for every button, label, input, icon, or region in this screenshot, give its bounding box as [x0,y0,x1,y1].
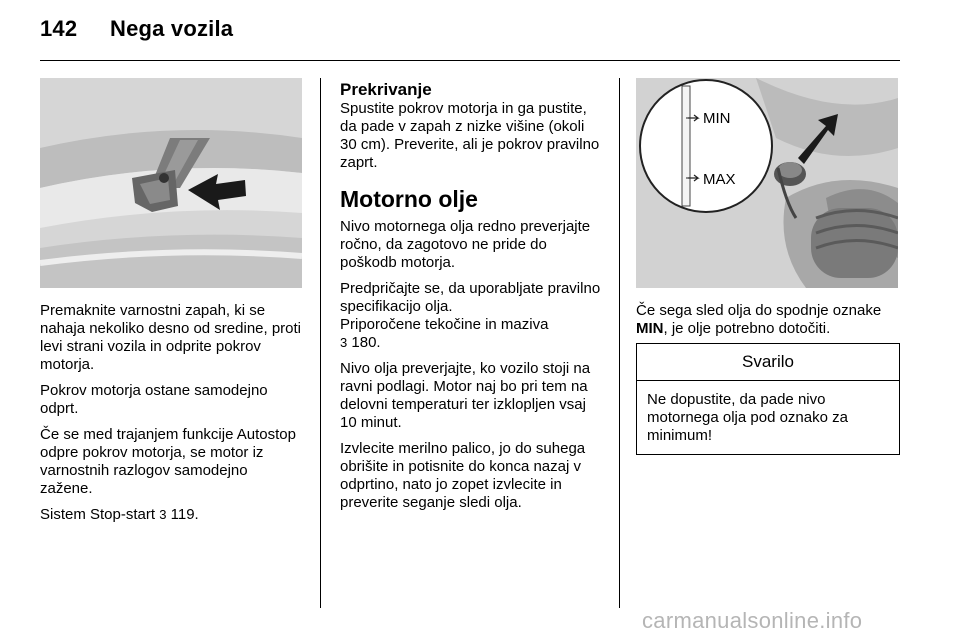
page-ref-icon: 3 [159,507,167,522]
warning-body: Ne dopustite, da pade nivo motornega olja pod oznako za minimum! [647,391,848,444]
page-ref-link[interactable]: 180. [351,334,381,351]
link-prefix: Sistem Stop-start [40,506,156,523]
page-title: Nega vozila [110,16,234,41]
dipstick-max-label: MAX [703,171,736,188]
hood-latch-figure [40,78,302,288]
text-segment: , je olje potrebno dotočiti. [663,320,831,337]
column-divider-left [320,78,321,608]
warning-box [636,343,900,455]
paragraph [40,506,302,524]
page-header [40,16,233,42]
header-rule [40,60,900,61]
dipstick-figure [636,78,898,288]
page-ref-link[interactable]: 119. [170,506,199,523]
text-segment: Če sega sled olja do spodnje oznake [636,302,882,319]
paragraph: Nivo olja preverjajte, ko vozilo stoji na ravni podlagi. Motor naj bo pri tem na delovni temperaturi ter izklopljen vsaj 10 minut. [340,360,591,431]
paragraph: Če se med trajanjem funkcije Autostop odpre pokrov motorja, se motor iz varnostnih razlogov samodejno zažene. [40,426,296,497]
paragraph [636,302,904,338]
watermark: carmanualsonline.info [642,608,863,633]
page-ref-icon: 3 [340,335,348,350]
paragraph [340,316,603,352]
hood-latch-illustration [40,78,302,288]
warning-title: Svarilo [637,344,899,381]
middle-column [340,80,603,520]
paragraph: Nivo motornega olja redno preverjajte ročno, da zagotovo ne pride do poškodb motorja. [340,218,591,271]
right-column [636,302,904,346]
closing-heading: Prekrivanje [340,80,432,99]
paragraph: Pokrov motorja ostane samodejno odprt. [40,382,268,417]
section-heading: Motorno olje [340,186,478,212]
paragraph: Spustite pokrov motorja in ga pustite, da pade v zapah z nizke višine (okoli 30 cm). Preverite, ali je pokrov pravilno zaprt. [340,100,600,171]
ref-text: Priporočene tekočine in maziva [340,316,549,333]
paragraph: Premaknite varnostni zapah, ki se nahaja nekoliko desno od sredine, proti levi strani vozila in odprite pokrov motorja. [40,302,302,373]
min-mark: MIN [636,320,664,337]
paragraph: Predpričajte se, da uporabljate pravilno specifikacijo olja. [340,280,601,315]
left-column [40,302,302,532]
dipstick-min-label: MIN [703,110,731,127]
paragraph: Izvlecite merilno palico, jo do suhega obrišite in potisnite do konca nazaj v odprtino, nato jo zopet izvlecite in preverite seganje sledi olja. [340,440,586,511]
page-number: 142 [40,16,78,41]
dipstick-illustration [636,78,898,288]
column-divider-right [619,78,620,608]
